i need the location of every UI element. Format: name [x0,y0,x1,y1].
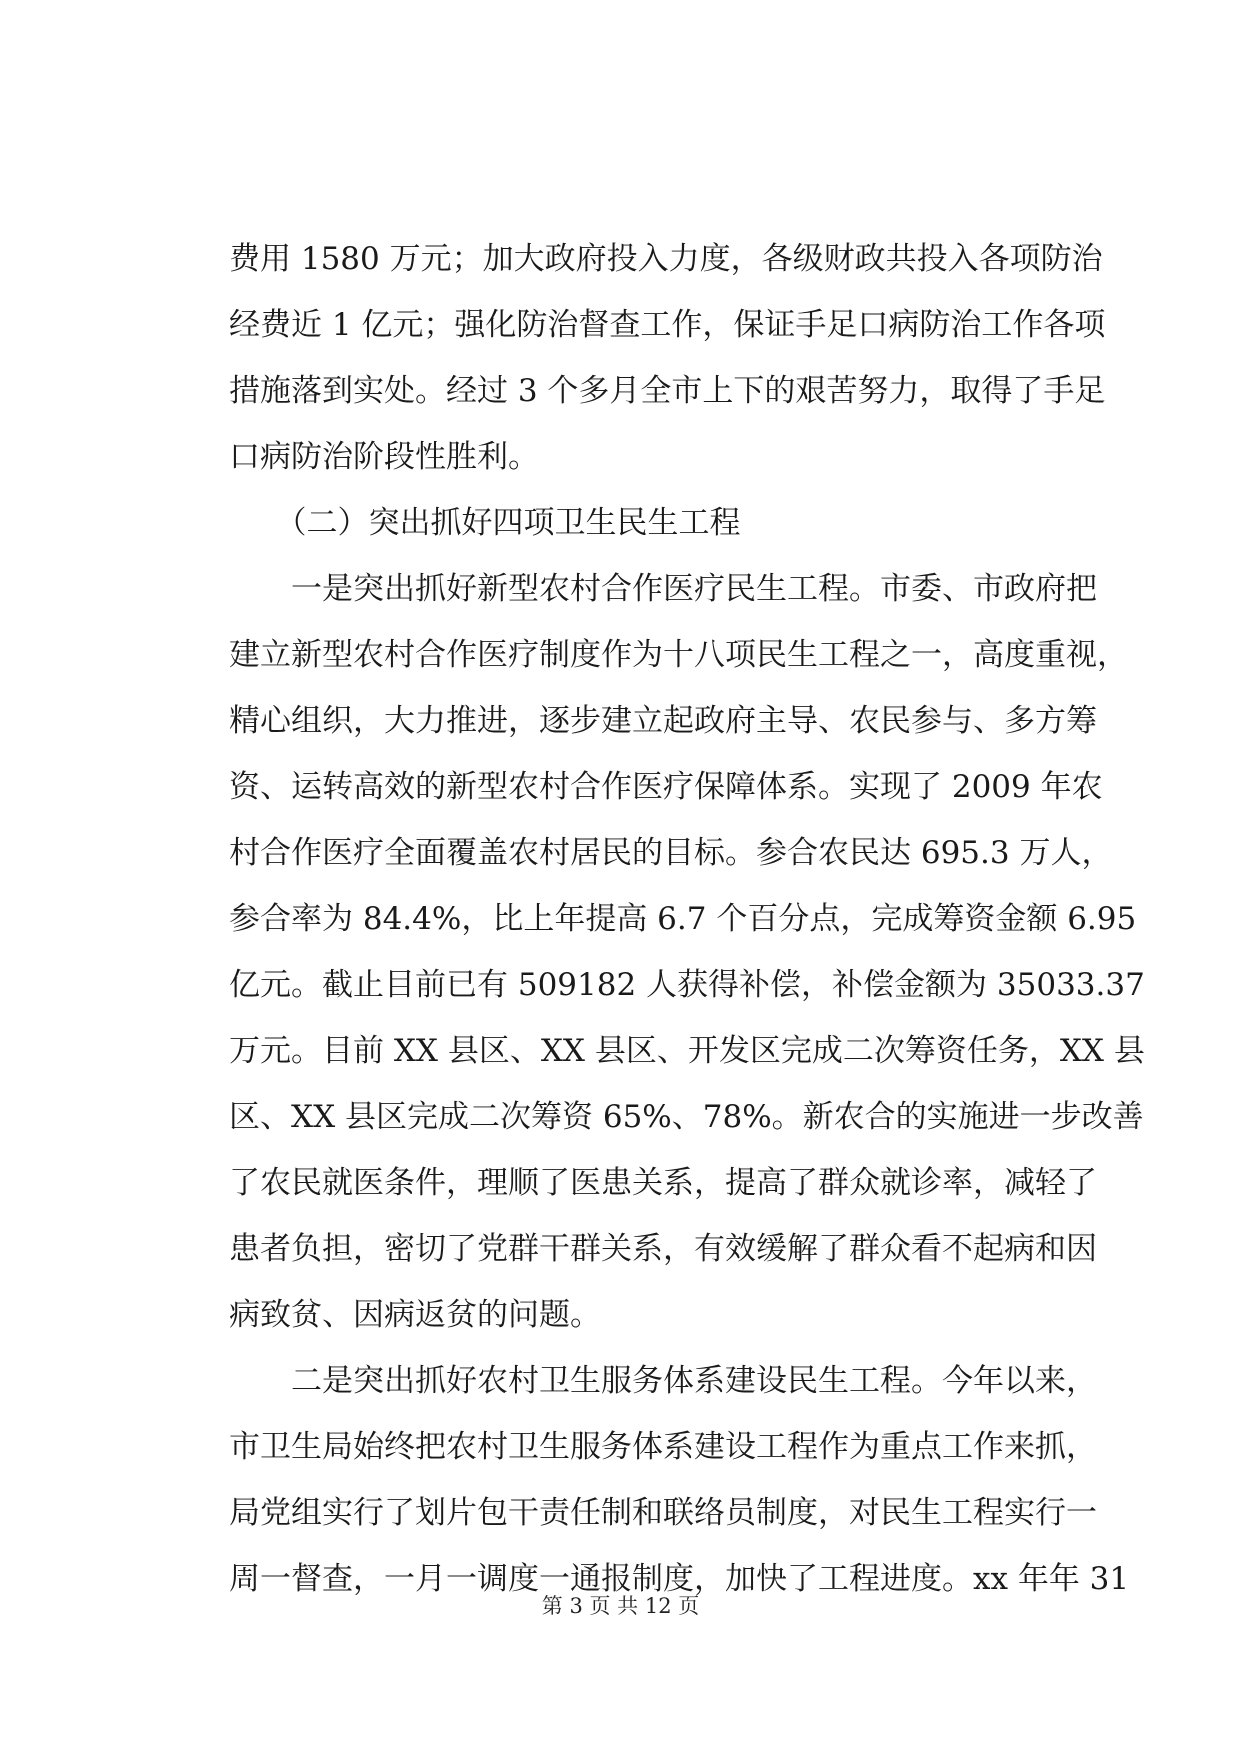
section-heading: （二）突出抓好四项卫生民生工程 [229,505,741,541]
text-line-16: 患者负担，密切了党群干群关系，有效缓解了群众看不起病和因 [229,1231,1097,1267]
text-line-17: 病致贫、因病返贫的问题。 [229,1297,601,1333]
text-line-18: 二是突出抓好农村卫生服务体系建设民生工程。今年以来， [229,1363,1097,1399]
text-line-3: 措施落到实处。经过 3 个多月全市上下的艰苦努力，取得了手足 [229,373,1106,409]
text-line-9: 资、运转高效的新型农村合作医疗保障体系。实现了 2009 年农 [229,769,1103,805]
text-line-20: 局党组实行了划片包干责任制和联络员制度，对民生工程实行一 [229,1495,1097,1531]
text-line-19: 市卫生局始终把农村卫生服务体系建设工程作为重点工作来抓， [229,1429,1097,1465]
text-line-12: 亿元。截止目前已有 509182 人获得补偿，补偿金额为 35033.37 [229,967,1145,1003]
text-line-15: 了农民就医条件，理顺了医患关系，提高了群众就诊率，减轻了 [229,1165,1097,1201]
text-line-14: 区、XX 县区完成二次筹资 65%、78%。新农合的实施进一步改善 [229,1099,1144,1135]
text-line-7: 建立新型农村合作医疗制度作为十八项民生工程之一，高度重视， [229,637,1128,673]
text-line-10: 村合作医疗全面覆盖农村居民的目标。参合农民达 695.3 万人， [229,835,1113,871]
text-line-11: 参合率为 84.4%，比上年提高 6.7 个百分点，完成筹资金额 6.95 [229,901,1137,937]
text-line-8: 精心组织，大力推进，逐步建立起政府主导、农民参与、多方筹 [229,703,1097,739]
text-line-2: 经费近 1 亿元；强化防治督查工作，保证手足口病防治工作各项 [229,307,1106,343]
text-line-13: 万元。目前 XX 县区、XX 县区、开发区完成二次筹资任务，XX 县 [229,1033,1145,1069]
text-line-4: 口病防治阶段性胜利。 [229,439,539,475]
text-line-21: 周一督查，一月一调度一通报制度，加快了工程进度。xx 年年 31 [229,1561,1130,1597]
text-line-6: 一是突出抓好新型农村合作医疗民生工程。市委、市政府把 [229,571,1097,607]
page-footer: 第 3 页 共 12 页 [541,1594,700,1618]
body-text [229,226,1145,1612]
text-line-1: 费用 1580 万元；加大政府投入力度，各级财政共投入各项防治 [229,241,1103,277]
